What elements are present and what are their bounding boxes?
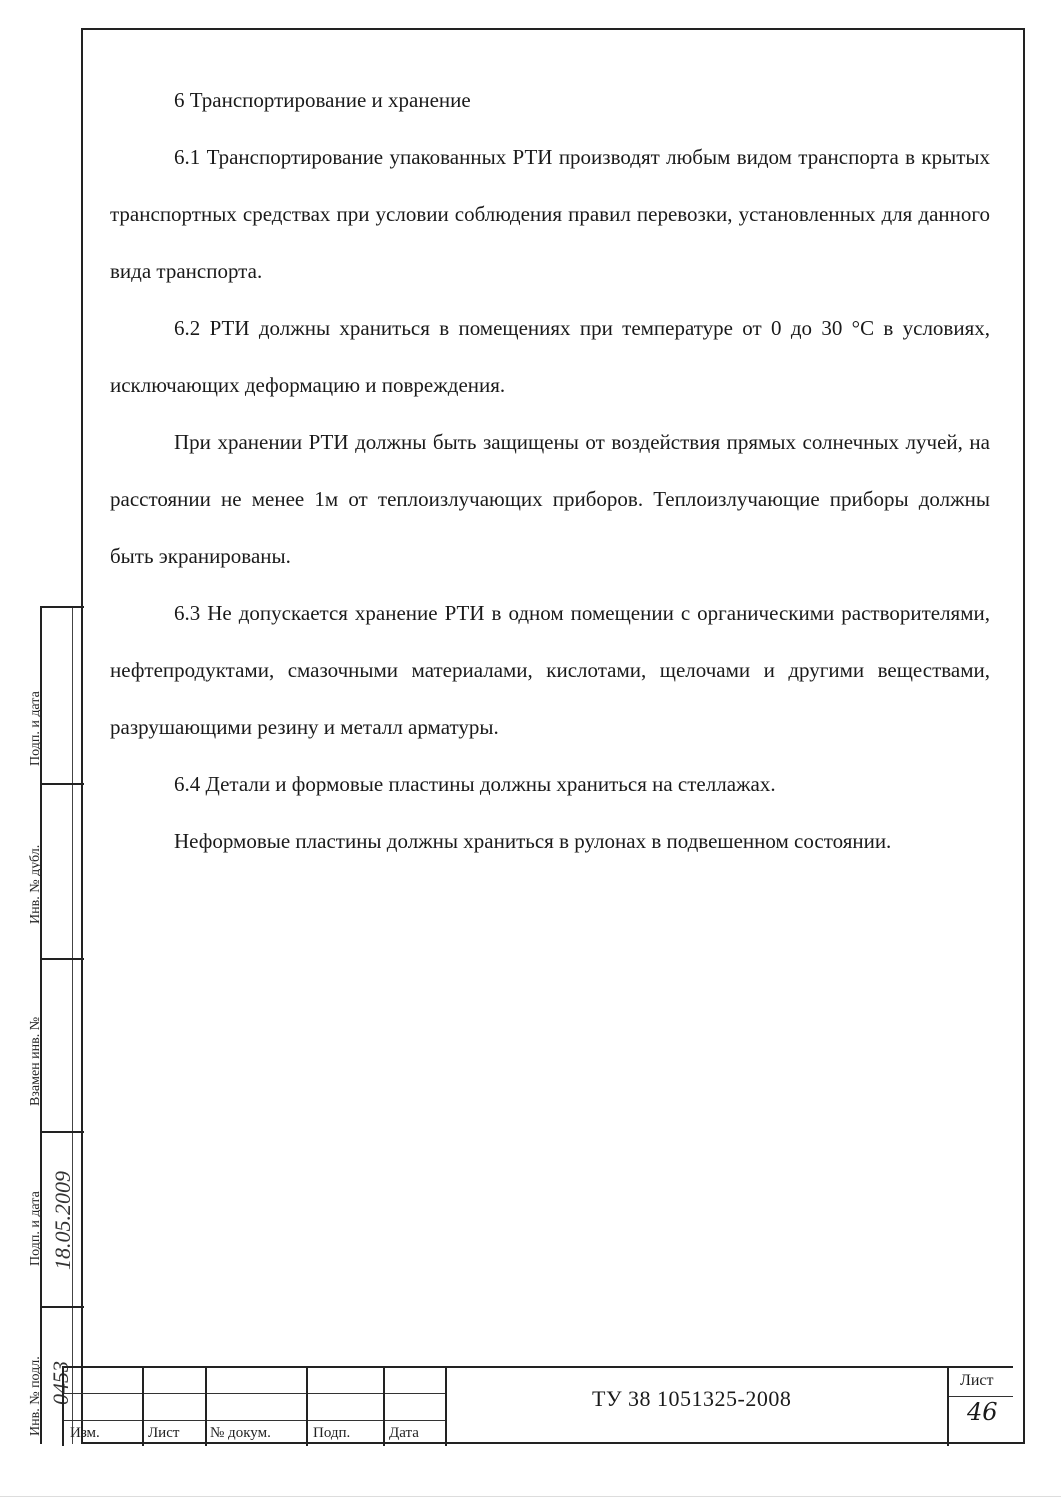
- tb-vline-2: [205, 1368, 207, 1446]
- tb-label-date: Дата: [389, 1425, 419, 1441]
- section-heading: 6 Транспортирование и хранение: [174, 88, 471, 112]
- label-dup-inv: Инв. № дубл.: [28, 844, 43, 924]
- side-cell-orig-inv: [42, 1306, 84, 1308]
- tb-row-line-1: [62, 1393, 445, 1394]
- tb-label-list: Лист: [148, 1425, 180, 1441]
- sheet-number: 46: [967, 1398, 998, 1426]
- tb-vline-4: [383, 1368, 385, 1446]
- sheet-label: Лист: [960, 1372, 994, 1389]
- tb-vline-6: [947, 1368, 949, 1446]
- document-code: ТУ 38 1051325-2008: [592, 1386, 792, 1411]
- tb-vline-3: [306, 1368, 308, 1446]
- tb-vline-0: [62, 1368, 64, 1446]
- title-block: [62, 1366, 1013, 1444]
- handwritten-date: 18.05.2009: [50, 1171, 75, 1270]
- side-cell-sign-date-top: [42, 606, 84, 608]
- tb-row-line-2: [62, 1420, 445, 1421]
- side-stamp: [28, 606, 82, 1444]
- paragraph-6-1: 6.1 Транспортирование упакованных РТИ производят любым видом транспорта в крытых транспортных средствах при условии соблюдения правил перевозки, установленных для данного вида транспорта.: [110, 145, 990, 283]
- side-divider: [72, 606, 73, 1444]
- tb-label-sign: Подп.: [313, 1425, 351, 1441]
- tb-label-doc: № докум.: [210, 1425, 271, 1441]
- label-orig-inv: Инв. № подл.: [28, 1356, 43, 1436]
- paragraph-6-4: 6.4 Детали и формовые пластины должны храниться на стеллажах.: [174, 772, 776, 796]
- side-cell-dup-inv: [42, 783, 84, 785]
- paragraph-6-2: 6.2 РТИ должны храниться в помещениях при температуре от 0 до 30 °С в условиях, исключающих деформацию и повреждения.: [110, 316, 990, 397]
- document-body: [110, 72, 990, 870]
- paragraph-sun-protection: При хранении РТИ должны быть защищены от воздействия прямых солнечных лучей, на расстоянии не менее 1м от теплоизлучающих приборов. Теплоизлучающие приборы должны быть экранированы.: [110, 430, 990, 568]
- label-sign-date-top: Подп. и дата: [28, 691, 43, 766]
- handwritten-inv-number: 0453: [48, 1361, 73, 1405]
- side-cell-replace-inv: [42, 958, 84, 960]
- tb-sheet-line: [947, 1396, 1013, 1397]
- tb-vline-1: [142, 1368, 144, 1446]
- scan-edge-line: [0, 1496, 1061, 1497]
- tb-label-izm: Изм.: [70, 1425, 100, 1441]
- paragraph-6-3: 6.3 Не допускается хранение РТИ в одном помещении с органическими растворителями, нефтепродуктами, смазочными материалами, кислотами, щелочами и другими веществами, разрушающими резину и металл арматуры.: [110, 601, 990, 739]
- paragraph-rolls: Неформовые пластины должны храниться в рулонах в подвешенном состоянии.: [174, 829, 892, 853]
- label-replace-inv: Взамен инв. №: [28, 1016, 43, 1106]
- side-cell-sign-date-bottom: [42, 1131, 84, 1133]
- label-sign-date-bottom: Подп. и дата: [28, 1191, 43, 1266]
- tb-vline-5: [445, 1368, 447, 1446]
